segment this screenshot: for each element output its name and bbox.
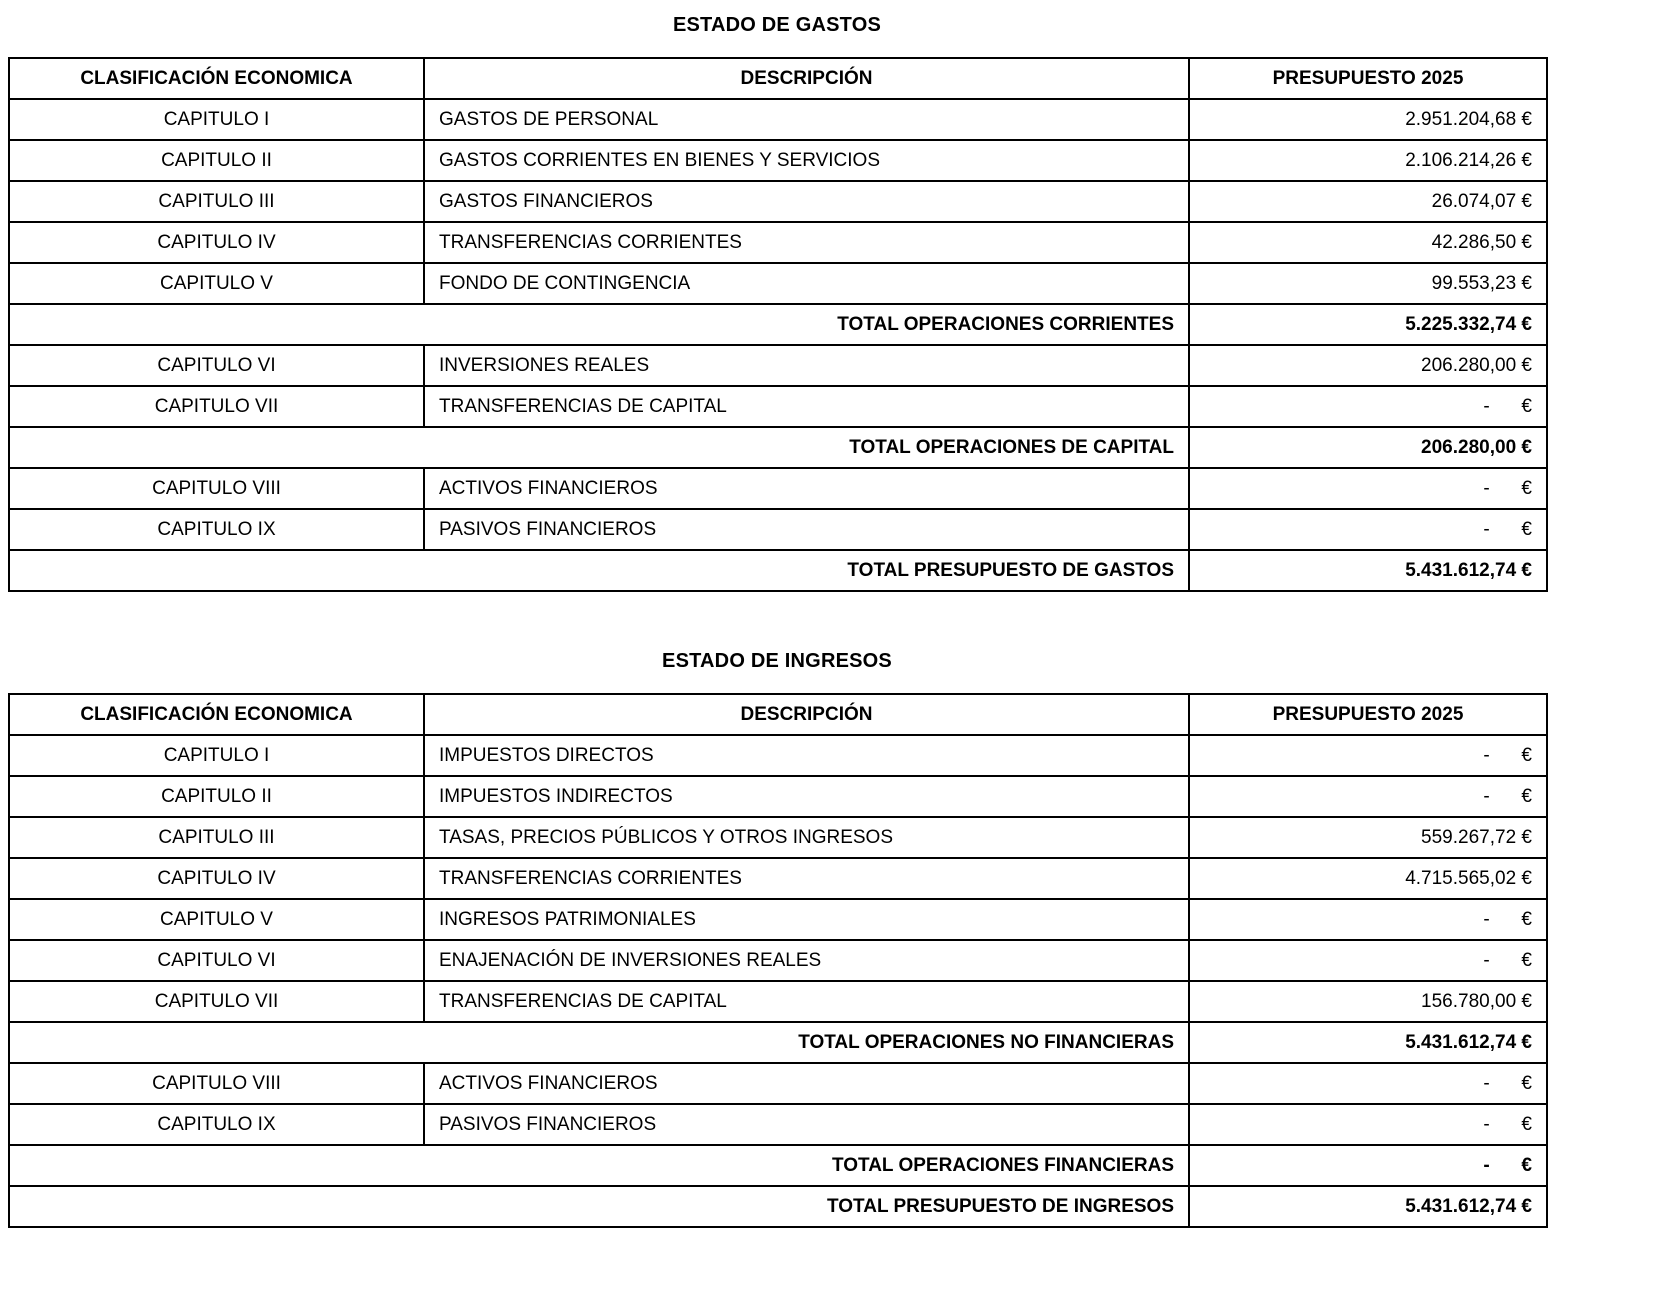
total-row xyxy=(9,304,1547,345)
chapter-cell: CAPITULO II xyxy=(9,776,424,817)
amount-cell: 26.074,07 € xyxy=(1189,181,1547,222)
description-cell: GASTOS DE PERSONAL xyxy=(424,99,1189,140)
gastos-title: ESTADO DE GASTOS xyxy=(672,14,882,36)
presupuesto-header: PRESUPUESTO 2025 xyxy=(1189,694,1547,735)
description-cell: TRANSFERENCIAS CORRIENTES xyxy=(424,222,1189,263)
table-row xyxy=(9,981,1547,1022)
table-row xyxy=(9,858,1547,899)
chapter-cell: CAPITULO IX xyxy=(9,1104,424,1145)
total-label: TOTAL OPERACIONES NO FINANCIERAS xyxy=(9,1022,1189,1063)
description-cell: TRANSFERENCIAS DE CAPITAL xyxy=(424,386,1189,427)
description-cell: IMPUESTOS INDIRECTOS xyxy=(424,776,1189,817)
table-row xyxy=(9,817,1547,858)
gastos-section xyxy=(8,14,1546,592)
descripcion-header: DESCRIPCIÓN xyxy=(424,58,1189,99)
description-cell: TRANSFERENCIAS DE CAPITAL xyxy=(424,981,1189,1022)
description-cell: TRANSFERENCIAS CORRIENTES xyxy=(424,858,1189,899)
total-label: TOTAL OPERACIONES FINANCIERAS xyxy=(9,1145,1189,1186)
table-row xyxy=(9,509,1547,550)
header-row xyxy=(9,58,1547,99)
description-cell: FONDO DE CONTINGENCIA xyxy=(424,263,1189,304)
gastos-table xyxy=(8,57,1548,592)
amount-cell: 42.286,50 € xyxy=(1189,222,1547,263)
amount-cell: 156.780,00 € xyxy=(1189,981,1547,1022)
amount-cell: - € xyxy=(1189,1063,1547,1104)
chapter-cell: CAPITULO III xyxy=(9,817,424,858)
table-row xyxy=(9,776,1547,817)
total-row xyxy=(9,1022,1547,1063)
chapter-cell: CAPITULO VI xyxy=(9,940,424,981)
chapter-cell: CAPITULO IX xyxy=(9,509,424,550)
ingresos-section xyxy=(8,650,1546,1228)
description-cell: ACTIVOS FINANCIEROS xyxy=(424,468,1189,509)
amount-cell: 4.715.565,02 € xyxy=(1189,858,1547,899)
total-row xyxy=(9,1186,1547,1227)
table-row xyxy=(9,940,1547,981)
chapter-cell: CAPITULO VII xyxy=(9,386,424,427)
chapter-cell: CAPITULO IV xyxy=(9,222,424,263)
description-cell: INGRESOS PATRIMONIALES xyxy=(424,899,1189,940)
chapter-cell: CAPITULO III xyxy=(9,181,424,222)
chapter-cell: CAPITULO VIII xyxy=(9,1063,424,1104)
description-cell: PASIVOS FINANCIEROS xyxy=(424,509,1189,550)
table-row xyxy=(9,222,1547,263)
total-row xyxy=(9,427,1547,468)
amount-cell: - € xyxy=(1189,899,1547,940)
clasificacion-header: CLASIFICACIÓN ECONOMICA xyxy=(9,694,424,735)
description-cell: TASAS, PRECIOS PÚBLICOS Y OTROS INGRESOS xyxy=(424,817,1189,858)
amount-cell: 559.267,72 € xyxy=(1189,817,1547,858)
total-label: TOTAL OPERACIONES DE CAPITAL xyxy=(9,427,1189,468)
table-row xyxy=(9,468,1547,509)
chapter-cell: CAPITULO VIII xyxy=(9,468,424,509)
presupuesto-header: PRESUPUESTO 2025 xyxy=(1189,58,1547,99)
amount-cell: - € xyxy=(1189,509,1547,550)
descripcion-header: DESCRIPCIÓN xyxy=(424,694,1189,735)
total-amount: 5.431.612,74 € xyxy=(1189,550,1547,591)
chapter-cell: CAPITULO I xyxy=(9,735,424,776)
table-row xyxy=(9,345,1547,386)
total-label: TOTAL PRESUPUESTO DE INGRESOS xyxy=(9,1186,1189,1227)
amount-cell: - € xyxy=(1189,468,1547,509)
table-row xyxy=(9,263,1547,304)
amount-cell: 99.553,23 € xyxy=(1189,263,1547,304)
total-amount: 206.280,00 € xyxy=(1189,427,1547,468)
total-label: TOTAL PRESUPUESTO DE GASTOS xyxy=(9,550,1189,591)
table-row xyxy=(9,140,1547,181)
amount-cell: - € xyxy=(1189,776,1547,817)
description-cell: ACTIVOS FINANCIEROS xyxy=(424,1063,1189,1104)
chapter-cell: CAPITULO VI xyxy=(9,345,424,386)
chapter-cell: CAPITULO II xyxy=(9,140,424,181)
chapter-cell: CAPITULO IV xyxy=(9,858,424,899)
ingresos-table xyxy=(8,693,1548,1228)
amount-cell: - € xyxy=(1189,940,1547,981)
amount-cell: 2.106.214,26 € xyxy=(1189,140,1547,181)
description-cell: PASIVOS FINANCIEROS xyxy=(424,1104,1189,1145)
description-cell: INVERSIONES REALES xyxy=(424,345,1189,386)
chapter-cell: CAPITULO VII xyxy=(9,981,424,1022)
table-row xyxy=(9,1063,1547,1104)
amount-cell: - € xyxy=(1189,386,1547,427)
description-cell: GASTOS CORRIENTES EN BIENES Y SERVICIOS xyxy=(424,140,1189,181)
total-row xyxy=(9,550,1547,591)
chapter-cell: CAPITULO V xyxy=(9,899,424,940)
header-row xyxy=(9,694,1547,735)
description-cell: ENAJENACIÓN DE INVERSIONES REALES xyxy=(424,940,1189,981)
total-amount: 5.225.332,74 € xyxy=(1189,304,1547,345)
amount-cell: 206.280,00 € xyxy=(1189,345,1547,386)
table-row xyxy=(9,735,1547,776)
table-row xyxy=(9,1104,1547,1145)
chapter-cell: CAPITULO I xyxy=(9,99,424,140)
description-cell: GASTOS FINANCIEROS xyxy=(424,181,1189,222)
amount-cell: - € xyxy=(1189,1104,1547,1145)
amount-cell: 2.951.204,68 € xyxy=(1189,99,1547,140)
description-cell: IMPUESTOS DIRECTOS xyxy=(424,735,1189,776)
chapter-cell: CAPITULO V xyxy=(9,263,424,304)
table-row xyxy=(9,386,1547,427)
table-row xyxy=(9,899,1547,940)
table-row xyxy=(9,99,1547,140)
total-row xyxy=(9,1145,1547,1186)
amount-cell: - € xyxy=(1189,735,1547,776)
table-row xyxy=(9,181,1547,222)
clasificacion-header: CLASIFICACIÓN ECONOMICA xyxy=(9,58,424,99)
total-label: TOTAL OPERACIONES CORRIENTES xyxy=(9,304,1189,345)
total-amount: 5.431.612,74 € xyxy=(1189,1022,1547,1063)
ingresos-title: ESTADO DE INGRESOS xyxy=(662,650,892,672)
total-amount: 5.431.612,74 € xyxy=(1189,1186,1547,1227)
total-amount: - € xyxy=(1189,1145,1547,1186)
